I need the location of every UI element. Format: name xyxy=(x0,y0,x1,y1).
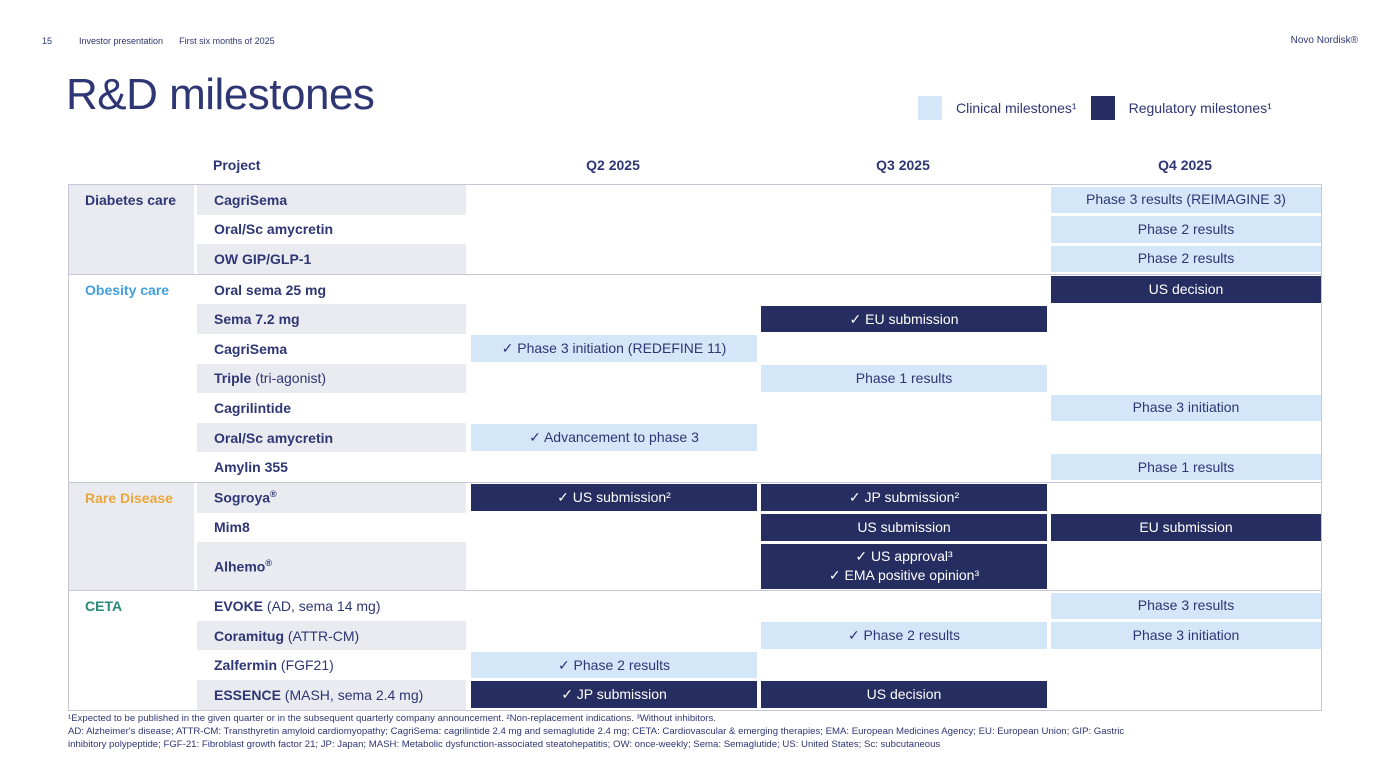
milestone-text: US submission xyxy=(857,518,951,535)
milestone-pill-clinical xyxy=(1051,395,1321,422)
project-cell: Sema 7.2 mg xyxy=(197,304,469,334)
milestone-text: ✓ Phase 2 results xyxy=(557,656,671,673)
milestone-cell-q2 xyxy=(469,621,759,651)
milestone-cell-q2 xyxy=(469,334,759,364)
milestone-cell-q3 xyxy=(759,244,1049,274)
project-cell: CagriSema xyxy=(197,334,469,364)
regulatory-legend-label: Regulatory milestones¹ xyxy=(1128,100,1272,116)
milestone-cell-q2 xyxy=(469,680,759,710)
milestone-cell-q4 xyxy=(1049,591,1323,621)
column-header-category xyxy=(68,157,196,173)
milestone-cell-q3 xyxy=(759,304,1049,334)
category-label: Obesity care xyxy=(69,275,197,482)
milestone-pill-clinical xyxy=(1051,246,1321,273)
clinical-milestone-swatch xyxy=(918,96,942,120)
project-cell: Oral/Sc amycretin xyxy=(197,215,469,245)
category-label: CETA xyxy=(69,591,197,709)
column-header-q3-2025: Q3 2025 xyxy=(876,157,930,173)
milestone-cell-q4 xyxy=(1049,542,1323,590)
project-cell: OW GIP/GLP-1 xyxy=(197,244,469,274)
table-section xyxy=(69,274,1321,482)
milestone-pill-clinical xyxy=(1051,622,1321,649)
milestone-cell-q3 xyxy=(759,393,1049,423)
page-title: R&D milestones xyxy=(66,70,375,119)
milestone-cell-q3 xyxy=(759,215,1049,245)
legend xyxy=(918,96,1272,120)
project-cell: Alhemo® xyxy=(197,542,469,590)
milestone-cell-q2 xyxy=(469,513,759,543)
milestone-cell-q4 xyxy=(1049,513,1323,543)
project-cell: EVOKE (AD, sema 14 mg) xyxy=(197,591,469,621)
milestone-text: EU submission xyxy=(1139,518,1233,535)
meta-presentation-label: Investor presentation xyxy=(79,36,164,46)
milestone-cell-q2 xyxy=(469,215,759,245)
milestone-pill-clinical xyxy=(1051,216,1321,243)
column-header-q4-2025: Q4 2025 xyxy=(1158,157,1212,173)
milestone-cell-q3 xyxy=(759,423,1049,453)
milestone-pill-clinical xyxy=(1051,454,1321,481)
project-cell: Zalfermin (FGF21) xyxy=(197,650,469,680)
milestone-cell-q2 xyxy=(469,185,759,215)
milestone-cell-q2 xyxy=(469,452,759,482)
project-cell: Oral/Sc amycretin xyxy=(197,423,469,453)
milestone-pill-clinical xyxy=(471,335,757,362)
milestone-cell-q3 xyxy=(759,591,1049,621)
milestone-cell-q4 xyxy=(1049,334,1323,364)
milestone-pill-regulatory xyxy=(471,681,757,708)
meta-period-label: First six months of 2025 xyxy=(179,36,275,46)
category-label: Diabetes care xyxy=(69,185,197,274)
milestone-cell-q4 xyxy=(1049,423,1323,453)
milestone-cell-q2 xyxy=(469,650,759,680)
milestone-text: Phase 3 results (REIMAGINE 3) xyxy=(1086,191,1286,208)
milestone-text: ✓ JP submission² xyxy=(848,489,960,506)
milestone-cell-q4 xyxy=(1049,304,1323,334)
milestone-cell-q2 xyxy=(469,591,759,621)
milestone-cell-q2 xyxy=(469,304,759,334)
milestone-pill-regulatory xyxy=(1051,276,1321,303)
milestone-text: Phase 1 results xyxy=(1137,458,1235,475)
milestone-text: ✓ JP submission xyxy=(561,686,667,703)
milestone-cell-q2 xyxy=(469,542,759,590)
milestone-cell-q4 xyxy=(1049,680,1323,710)
milestone-pill-regulatory xyxy=(761,681,1047,708)
milestone-pill-clinical xyxy=(761,622,1047,649)
milestone-cell-q2 xyxy=(469,244,759,274)
milestone-cell-q3 xyxy=(759,513,1049,543)
milestone-pill-regulatory xyxy=(761,544,1047,589)
milestone-cell-q3 xyxy=(759,650,1049,680)
milestone-text: ✓ US approval³ xyxy=(855,548,953,565)
milestone-cell-q4 xyxy=(1049,452,1323,482)
project-cell: Oral sema 25 mg xyxy=(197,275,469,305)
milestone-cell-q4 xyxy=(1049,393,1323,423)
footnote-line-2: AD: Alzheimer's disease; ATTR-CM: Transthyretin amyloid cardiomyopathy; CagriSema: cagrilintide 2.4 mg and semaglutide 2.4 mg; CETA: Cardiovascular & emerging therapies; EMA: European Medicines Agency; EU: European Union; GIP: Gastric xyxy=(68,726,1125,737)
milestone-cell-q4 xyxy=(1049,483,1323,513)
milestone-text: Phase 3 results xyxy=(1137,597,1235,614)
slide-number: 15 xyxy=(42,36,53,46)
footnote-line-3: inhibitory polypeptide; FGF-21: Fibroblast growth factor 21; JP: Japan; MASH: Metabolic dysfunction-associated steatohepatitis; OW: once-weekly; Sema: Semaglutide; US: United States; Sc: subcutaneous xyxy=(68,739,941,750)
project-cell: Coramitug (ATTR-CM) xyxy=(197,621,469,651)
milestone-pill-regulatory xyxy=(761,514,1047,541)
footnotes xyxy=(68,712,1368,751)
column-header-project: Project xyxy=(213,157,261,173)
milestone-cell-q4 xyxy=(1049,244,1323,274)
milestone-text: ✓ Phase 2 results xyxy=(847,627,961,644)
milestone-cell-q4 xyxy=(1049,185,1323,215)
milestone-cell-q3 xyxy=(759,275,1049,305)
milestone-cell-q2 xyxy=(469,393,759,423)
table-section xyxy=(69,590,1321,709)
milestone-cell-q3 xyxy=(759,542,1049,590)
milestone-text: Phase 2 results xyxy=(1137,250,1235,267)
milestone-cell-q3 xyxy=(759,621,1049,651)
milestone-cell-q4 xyxy=(1049,215,1323,245)
milestone-cell-q3 xyxy=(759,185,1049,215)
brand-logo: Novo Nordisk® xyxy=(1290,35,1358,46)
milestone-pill-clinical xyxy=(471,652,757,679)
milestone-pill-regulatory xyxy=(1051,514,1321,541)
milestone-text: ✓ EU submission xyxy=(849,310,959,327)
column-header-q2-2025: Q2 2025 xyxy=(586,157,640,173)
clinical-legend-label: Clinical milestones¹ xyxy=(956,100,1077,116)
milestone-text: Phase 2 results xyxy=(1137,220,1235,237)
milestone-cell-q3 xyxy=(759,452,1049,482)
project-cell: Sogroya® xyxy=(197,483,469,513)
milestone-cell-q4 xyxy=(1049,275,1323,305)
regulatory-milestone-swatch xyxy=(1091,96,1115,120)
project-cell: Cagrilintide xyxy=(197,393,469,423)
footnote-line-1: ¹Expected to be published in the given quarter or in the subsequent quarterly company announcement. ²Non-replacement indications. ³Without inhibitors. xyxy=(68,713,716,724)
project-cell: Triple (tri-agonist) xyxy=(197,364,469,394)
project-cell: Mim8 xyxy=(197,513,469,543)
project-cell: Amylin 355 xyxy=(197,452,469,482)
milestone-pill-regulatory xyxy=(761,306,1047,333)
milestone-pill-clinical xyxy=(1051,593,1321,620)
table-section xyxy=(69,185,1321,274)
table-section xyxy=(69,482,1321,590)
milestone-text: Phase 1 results xyxy=(855,369,953,386)
milestone-text: US decision xyxy=(866,686,942,703)
milestone-cell-q3 xyxy=(759,334,1049,364)
milestone-text: ✓ Advancement to phase 3 xyxy=(529,429,699,446)
milestone-pill-regulatory xyxy=(761,484,1047,511)
milestone-cell-q2 xyxy=(469,483,759,513)
milestone-text: ✓ Phase 3 initiation (REDEFINE 11) xyxy=(501,340,727,357)
milestone-cell-q3 xyxy=(759,483,1049,513)
milestone-text: US decision xyxy=(1148,281,1224,298)
header-meta xyxy=(42,36,275,46)
table-header-row xyxy=(68,157,1322,173)
milestone-cell-q2 xyxy=(469,423,759,453)
milestone-cell-q4 xyxy=(1049,621,1323,651)
milestone-pill-clinical xyxy=(761,365,1047,392)
milestone-pill-clinical xyxy=(1051,187,1321,214)
milestone-cell-q4 xyxy=(1049,364,1323,394)
milestones-table xyxy=(68,184,1322,711)
milestone-cell-q3 xyxy=(759,364,1049,394)
milestone-cell-q2 xyxy=(469,364,759,394)
milestone-text: ✓ US submission² xyxy=(557,489,671,506)
project-cell: CagriSema xyxy=(197,185,469,215)
milestone-pill-regulatory xyxy=(471,484,757,511)
milestone-text: Phase 3 initiation xyxy=(1132,399,1240,416)
milestone-cell-q4 xyxy=(1049,650,1323,680)
milestone-text: Phase 3 initiation xyxy=(1132,627,1240,644)
milestone-cell-q3 xyxy=(759,680,1049,710)
category-label: Rare Disease xyxy=(69,483,197,590)
project-cell: ESSENCE (MASH, sema 2.4 mg) xyxy=(197,680,469,710)
milestone-pill-clinical xyxy=(471,424,757,451)
milestone-text: ✓ EMA positive opinion³ xyxy=(828,567,980,584)
milestone-cell-q2 xyxy=(469,275,759,305)
